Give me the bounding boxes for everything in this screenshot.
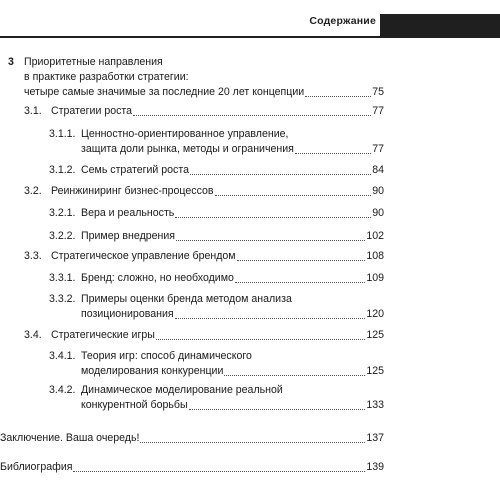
dot-leader	[133, 115, 371, 116]
subsection-number: 3.3.1.	[49, 272, 76, 284]
dot-leader	[175, 217, 371, 218]
dot-leader	[189, 409, 366, 410]
toc-subsection[interactable]	[49, 163, 384, 178]
dot-leader	[224, 375, 365, 376]
section-title: Реинжиниринг бизнес-процессов	[51, 185, 214, 197]
toc-subsection[interactable]	[49, 206, 384, 221]
section-title: Стратегии роста	[51, 105, 133, 117]
chapter-title-line: в практике разработки стратегии:	[24, 71, 189, 83]
page-number: 133	[366, 399, 384, 411]
subsection-number: 3.4.1.	[49, 350, 76, 362]
dot-leader	[295, 153, 371, 154]
page-number: 77	[372, 105, 384, 117]
page-number: 109	[366, 272, 384, 284]
header-rule	[0, 36, 500, 38]
page-number: 90	[372, 185, 384, 197]
page-number: 75	[372, 86, 384, 98]
subsection-title: Вера и реальность	[81, 207, 175, 219]
subsection-title-line: защита доли рынка, методы и ограничения	[81, 143, 294, 155]
dot-leader	[237, 260, 366, 261]
page-number: 137	[366, 432, 384, 444]
subsection-number: 3.1.2.	[49, 164, 76, 176]
page-number: 102	[366, 230, 384, 242]
page-number: 125	[366, 365, 384, 377]
bibliography-title: Библиография	[0, 461, 73, 473]
section-title: Стратегическое управление брендом	[51, 250, 236, 262]
page-number: 125	[366, 329, 384, 341]
toc-conclusion[interactable]	[0, 431, 384, 446]
page-number: 77	[372, 143, 384, 155]
toc-subsection[interactable]	[49, 292, 384, 322]
dot-leader	[156, 339, 365, 340]
dot-leader	[215, 195, 372, 196]
subsection-number: 3.2.1.	[49, 207, 76, 219]
subsection-number: 3.1.1.	[49, 128, 76, 140]
page-number: 84	[372, 164, 384, 176]
subsection-title-line: позиционирования	[81, 308, 174, 320]
subsection-title-line: Теория игр: способ динамического	[81, 350, 252, 362]
dot-leader	[140, 442, 365, 443]
dot-leader	[176, 240, 365, 241]
section-number: 3.3.	[24, 250, 42, 262]
dot-leader	[73, 471, 365, 472]
subsection-number: 3.3.2.	[49, 293, 76, 305]
subsection-title-line: моделирования конкуренции	[81, 365, 224, 377]
subsection-title-line: Примеры оценки бренда методом анализа	[81, 293, 292, 305]
dot-leader	[190, 174, 371, 175]
section-number: 3.2.	[24, 185, 42, 197]
page-header-title: Содержание	[309, 15, 376, 27]
subsection-number: 3.2.2.	[49, 230, 76, 242]
toc-section[interactable]	[24, 184, 384, 199]
conclusion-title: Заключение. Ваша очередь!	[0, 432, 140, 444]
subsection-title: Бренд: сложно, но необходимо	[81, 272, 234, 284]
toc-section[interactable]	[24, 104, 384, 119]
subsection-title: Пример внедрения	[81, 230, 176, 242]
subsection-title: Семь стратегий роста	[81, 164, 189, 176]
subsection-title-line: Динамическое моделирование реальной	[81, 384, 283, 396]
page-number: 90	[372, 207, 384, 219]
section-number: 3.4.	[24, 329, 42, 341]
subsection-number: 3.4.2.	[49, 384, 76, 396]
chapter-title-line: Приоритетные направления	[24, 56, 163, 68]
toc-subsection[interactable]	[49, 271, 384, 286]
page-number: 120	[366, 308, 384, 320]
section-title: Стратегические игры	[51, 329, 155, 341]
subsection-title-line: конкурентной борьбы	[81, 399, 188, 411]
toc-subsection[interactable]	[49, 383, 384, 413]
chapter-title-line: четыре самые значимые за последние 20 лет концепции	[24, 86, 305, 98]
dot-leader	[305, 96, 371, 97]
header-tab	[380, 14, 500, 38]
page-number: 108	[366, 250, 384, 262]
toc-subsection[interactable]	[49, 349, 384, 379]
toc-section[interactable]	[24, 249, 384, 264]
page-number: 139	[366, 461, 384, 473]
dot-leader	[235, 282, 365, 283]
toc-bibliography[interactable]	[0, 460, 384, 475]
toc-subsection[interactable]	[49, 229, 384, 244]
subsection-title-line: Ценностно-ориентированное управление,	[81, 128, 289, 140]
dot-leader	[175, 318, 366, 319]
toc-chapter-3[interactable]	[8, 55, 384, 100]
toc-section[interactable]	[24, 328, 384, 343]
chapter-number: 3	[8, 56, 14, 68]
toc-subsection[interactable]	[49, 127, 384, 157]
section-number: 3.1.	[24, 105, 42, 117]
